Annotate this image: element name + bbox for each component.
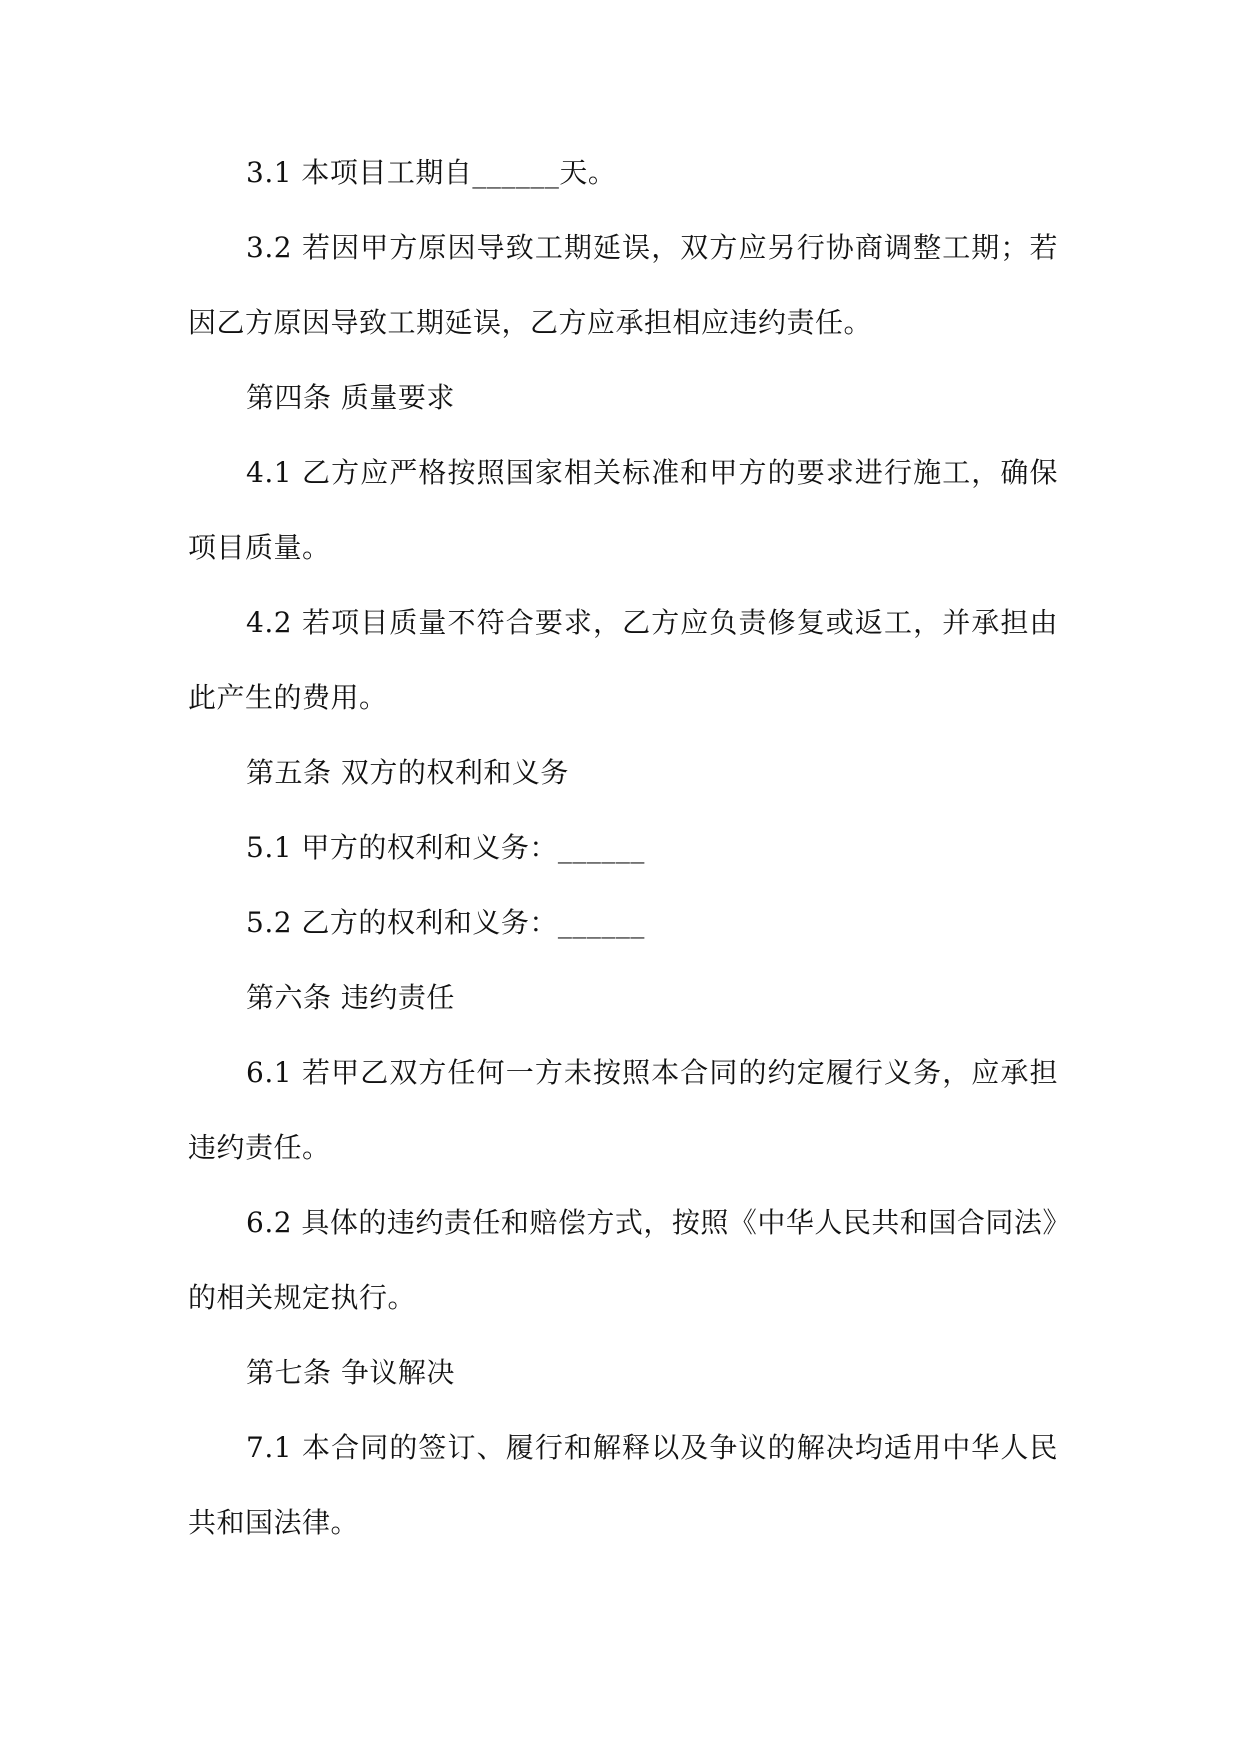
- clause-6-1-line-2: 违约责任。: [188, 1131, 331, 1164]
- clause-6-1-line-1: 6.1 若甲乙双方任何一方未按照本合同的约定履行义务，应承担: [246, 1056, 1058, 1089]
- clause-4-1-line-2: 项目质量。: [188, 531, 331, 564]
- clause-6-2-line-2: 的相关规定执行。: [188, 1281, 417, 1314]
- clause-5-2: 5.2 乙方的权利和义务：______: [246, 906, 645, 939]
- clause-4-2-line-2: 此产生的费用。: [188, 681, 388, 714]
- article-5-heading: 第五条 双方的权利和义务: [246, 756, 569, 789]
- clause-5-1: 5.1 甲方的权利和义务：______: [246, 831, 645, 864]
- clause-3-1: 3.1 本项目工期自______天。: [246, 156, 617, 189]
- clause-3-2-line-2: 因乙方原因导致工期延误，乙方应承担相应违约责任。: [188, 306, 873, 339]
- clause-4-2-line-1: 4.2 若项目质量不符合要求，乙方应负责修复或返工，并承担由: [246, 606, 1058, 639]
- article-7-heading: 第七条 争议解决: [246, 1356, 455, 1389]
- article-4-heading: 第四条 质量要求: [246, 381, 455, 414]
- clause-3-2-line-1: 3.2 若因甲方原因导致工期延误，双方应另行协商调整工期；若: [246, 231, 1058, 264]
- clause-6-2-line-1: 6.2 具体的违约责任和赔偿方式，按照《中华人民共和国合同法》: [246, 1206, 1071, 1239]
- clause-7-1-line-1: 7.1 本合同的签订、履行和解释以及争议的解决均适用中华人民: [246, 1431, 1058, 1464]
- article-6-heading: 第六条 违约责任: [246, 981, 455, 1014]
- clause-7-1-line-2: 共和国法律。: [188, 1506, 360, 1539]
- clause-4-1-line-1: 4.1 乙方应严格按照国家相关标准和甲方的要求进行施工，确保: [246, 456, 1058, 489]
